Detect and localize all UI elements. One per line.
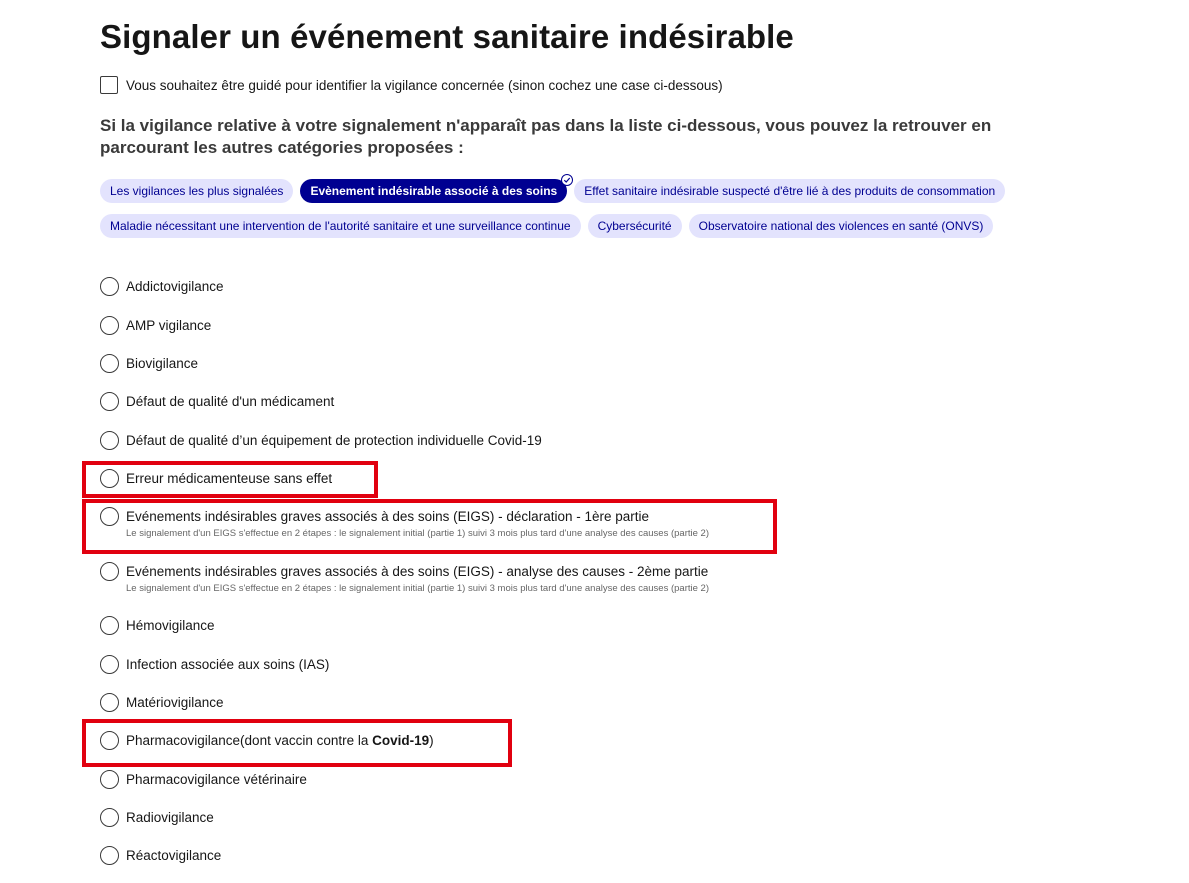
radio-button[interactable] xyxy=(100,616,119,635)
radio-button[interactable] xyxy=(100,354,119,373)
radio-button[interactable] xyxy=(100,392,119,411)
radio-button[interactable] xyxy=(100,562,119,581)
radio-button[interactable] xyxy=(100,655,119,674)
option-label[interactable]: Défaut de qualité d'un médicament xyxy=(126,394,335,409)
option-radiovigilance[interactable] xyxy=(100,808,214,827)
option-label[interactable]: Evénements indésirables graves associés à des soins (EIGS) - déclaration - 1ère partie xyxy=(126,509,649,524)
tag-consumer-products[interactable]: Effet sanitaire indésirable suspecté d'être lié à des produits de consommation xyxy=(574,179,1005,203)
option-label[interactable]: Hémovigilance xyxy=(126,618,215,633)
tag-care-adverse-event[interactable] xyxy=(300,179,567,203)
option-label[interactable]: Radiovigilance xyxy=(126,810,214,825)
option-eigs-partie-1[interactable] xyxy=(100,507,709,539)
option-label[interactable]: AMP vigilance xyxy=(126,318,212,333)
option-label[interactable]: Réactovigilance xyxy=(126,848,222,863)
option-pharmacovigilance[interactable] xyxy=(100,731,434,750)
option-materiovigilance[interactable] xyxy=(100,693,224,712)
radio-button[interactable] xyxy=(100,770,119,789)
tag-row-2 xyxy=(100,214,1030,238)
category-tags xyxy=(100,179,1030,249)
radio-button[interactable] xyxy=(100,693,119,712)
option-label-text: Pharmacovigilance(dont vaccin contre la xyxy=(126,733,373,748)
radio-button[interactable] xyxy=(100,431,119,450)
guide-checkbox[interactable] xyxy=(100,76,118,94)
option-label-end: ) xyxy=(429,733,434,748)
option-erreur-medicamenteuse[interactable] xyxy=(100,469,332,488)
tag-row-1 xyxy=(100,179,1030,203)
page-title: Signaler un événement sanitaire indésirable xyxy=(100,18,794,55)
radio-button[interactable] xyxy=(100,316,119,335)
option-eigs-partie-2[interactable] xyxy=(100,562,709,594)
option-label[interactable]: Addictovigilance xyxy=(126,279,224,294)
option-defaut-epi-covid[interactable] xyxy=(100,431,542,450)
guide-option[interactable] xyxy=(100,76,723,94)
option-label[interactable]: Infection associée aux soins (IAS) xyxy=(126,657,330,672)
categories-intro: Si la vigilance relative à votre signalement n'apparaît pas dans la liste ci-dessous, vous pouvez la retrouver en parcourant les autres catégories proposées : xyxy=(100,116,992,157)
radio-button[interactable] xyxy=(100,846,119,865)
tag-disease-surveillance[interactable]: Maladie nécessitant une intervention de l'autorité sanitaire et une surveillance continue xyxy=(100,214,581,238)
tag-cybersecurity[interactable]: Cybersécurité xyxy=(588,214,682,238)
radio-button[interactable] xyxy=(100,731,119,750)
option-pharmacovigilance-veterinaire[interactable] xyxy=(100,770,307,789)
option-hint: Le signalement d'un EIGS s'effectue en 2 étapes : le signalement initial (partie 1) suivi 3 mois plus tard d'une analyse des causes (partie 2) xyxy=(126,528,709,539)
option-label[interactable]: Matériovigilance xyxy=(126,695,224,710)
option-biovigilance[interactable] xyxy=(100,354,198,373)
option-hint: Le signalement d'un EIGS s'effectue en 2 étapes : le signalement initial (partie 1) suivi 3 mois plus tard d'une analyse des causes (partie 2) xyxy=(126,583,709,594)
option-ias[interactable] xyxy=(100,655,329,674)
tag-most-reported[interactable]: Les vigilances les plus signalées xyxy=(100,179,293,203)
option-label-bold: Covid-19 xyxy=(372,733,430,748)
option-amp-vigilance[interactable] xyxy=(100,316,211,335)
option-defaut-medicament[interactable] xyxy=(100,392,334,411)
option-label[interactable]: Evénements indésirables graves associés à des soins (EIGS) - analyse des causes - 2ème partie xyxy=(126,564,709,579)
check-icon xyxy=(561,174,573,186)
tag-care-adverse-event-label: Evènement indésirable associé à des soins xyxy=(310,184,558,198)
option-label[interactable]: Biovigilance xyxy=(126,356,199,371)
option-reactovigilance[interactable] xyxy=(100,846,221,865)
option-label[interactable] xyxy=(126,731,434,750)
tag-onvs[interactable]: Observatoire national des violences en santé (ONVS) xyxy=(689,214,994,238)
option-label[interactable]: Erreur médicamenteuse sans effet xyxy=(126,471,333,486)
option-addictovigilance[interactable] xyxy=(100,277,224,296)
radio-button[interactable] xyxy=(100,507,119,526)
radio-button[interactable] xyxy=(100,277,119,296)
option-label[interactable]: Défaut de qualité d’un équipement de protection individuelle Covid-19 xyxy=(126,433,542,448)
option-label[interactable]: Pharmacovigilance vétérinaire xyxy=(126,772,307,787)
option-hemovigilance[interactable] xyxy=(100,616,215,635)
radio-button[interactable] xyxy=(100,808,119,827)
radio-button[interactable] xyxy=(100,469,119,488)
guide-checkbox-label[interactable]: Vous souhaitez être guidé pour identifier la vigilance concernée (sinon cochez une case ci-dessous) xyxy=(126,77,723,93)
